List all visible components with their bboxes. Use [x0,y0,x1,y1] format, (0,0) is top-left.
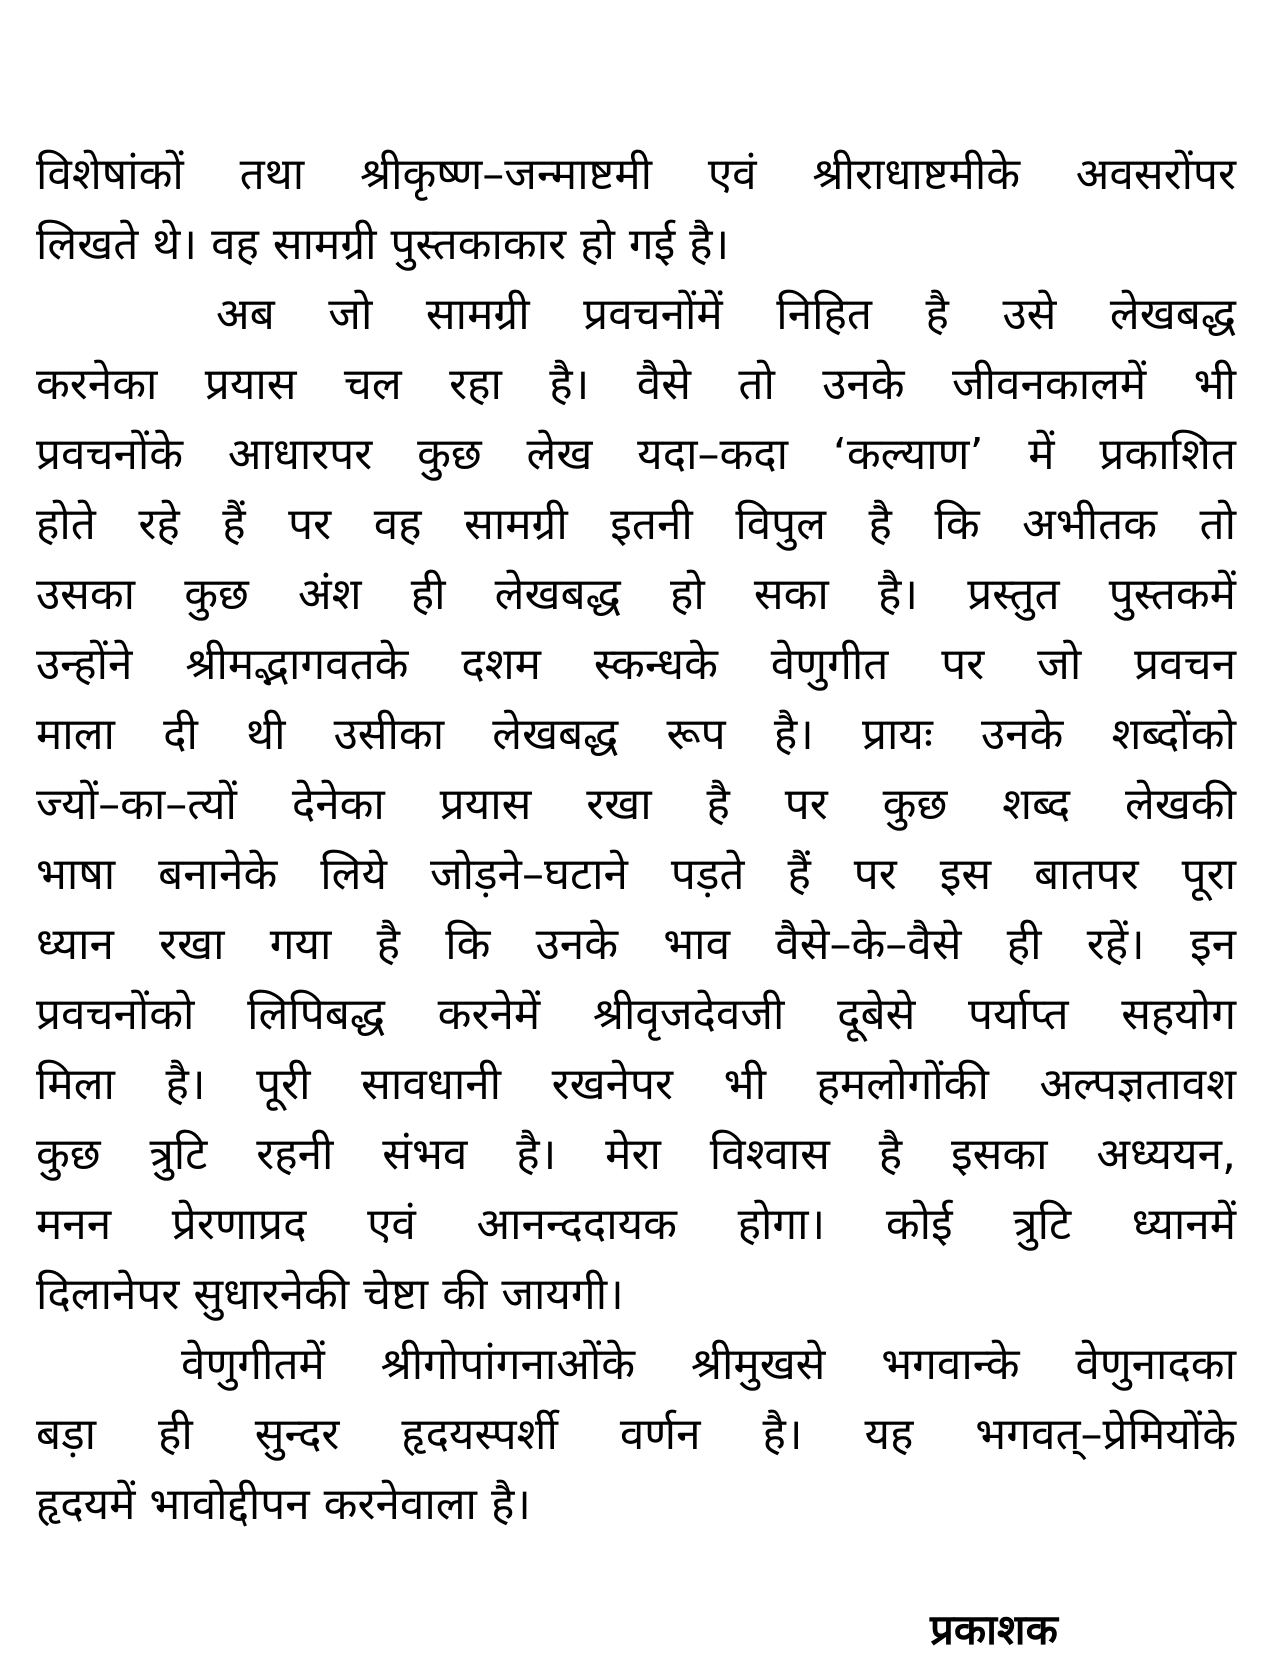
text-line: लिखते थे। वह सामग्री पुस्तकाकार हो गई है। [36,219,730,270]
text-line: प्रवचनोंको लिपिबद्ध करनेमें श्रीवृजदेवजी दूबेसे पर्याप्त सहयोग [36,989,1236,1040]
paragraph-start-line: अब जो सामग्री प्रवचनोंमें निहित है उसे लेखबद्ध [216,289,1236,340]
text-line: उन्होंने श्रीमद्भागवतके दशम स्कन्धके वेणुगीत पर जो प्रवचन [36,639,1237,690]
text-line: मनन प्रेरणाप्रद एवं आनन्ददायक होगा। कोई त्रुटि ध्यानमें [36,1199,1236,1250]
text-line: ज्यों–का–त्यों देनेका प्रयास रखा है पर कुछ शब्द लेखकी [36,779,1236,830]
text-line: माला दी थी उसीका लेखबद्ध रूप है। प्रायः उनके शब्दोंको [36,709,1236,760]
text-line: उसका कुछ अंश ही लेखबद्ध हो सका है। प्रस्तुत पुस्तकमें [36,569,1236,620]
text-line: दिलानेपर सुधारनेकी चेष्टा की जायगी। [36,1269,624,1320]
text-line: विशेषांकों तथा श्रीकृष्ण–जन्माष्टमी एवं श्रीराधाष्टमीके अवसरोंपर [36,149,1236,200]
publisher-signature: प्रकाशक [930,1605,1058,1654]
text-line: मिला है। पूरी सावधानी रखनेपर भी हमलोगोंकी अल्पज्ञतावश [36,1059,1236,1110]
text-line: भाषा बनानेके लिये जोड़ने–घटाने पड़ते हैं पर इस बातपर पूरा [36,849,1236,900]
paragraph-start-line: वेणुगीतमें श्रीगोपांगनाओंके श्रीमुखसे भगवान्के वेणुनादका [181,1339,1236,1390]
text-line: कुछ त्रुटि रहनी संभव है। मेरा विश्वास है इसका अध्ययन, [36,1129,1236,1180]
text-line: प्रवचनोंके आधारपर कुछ लेख यदा–कदा ‘कल्याण’ में प्रकाशित [36,429,1236,480]
text-line: करनेका प्रयास चल रहा है। वैसे तो उनके जीवनकालमें भी [36,359,1236,410]
body-text [36,140,1236,1540]
text-line: होते रहे हैं पर वह सामग्री इतनी विपुल है कि अभीतक तो [36,499,1236,550]
text-line: बड़ा ही सुन्दर हृदयस्पर्शी वर्णन है। यह भगवत्–प्रेमियोंके [36,1409,1236,1460]
text-line: ध्यान रखा गया है कि उनके भाव वैसे–के–वैसे ही रहें। इन [36,919,1236,970]
text-line: हृदयमें भावोद्दीपन करनेवाला है। [36,1479,531,1530]
